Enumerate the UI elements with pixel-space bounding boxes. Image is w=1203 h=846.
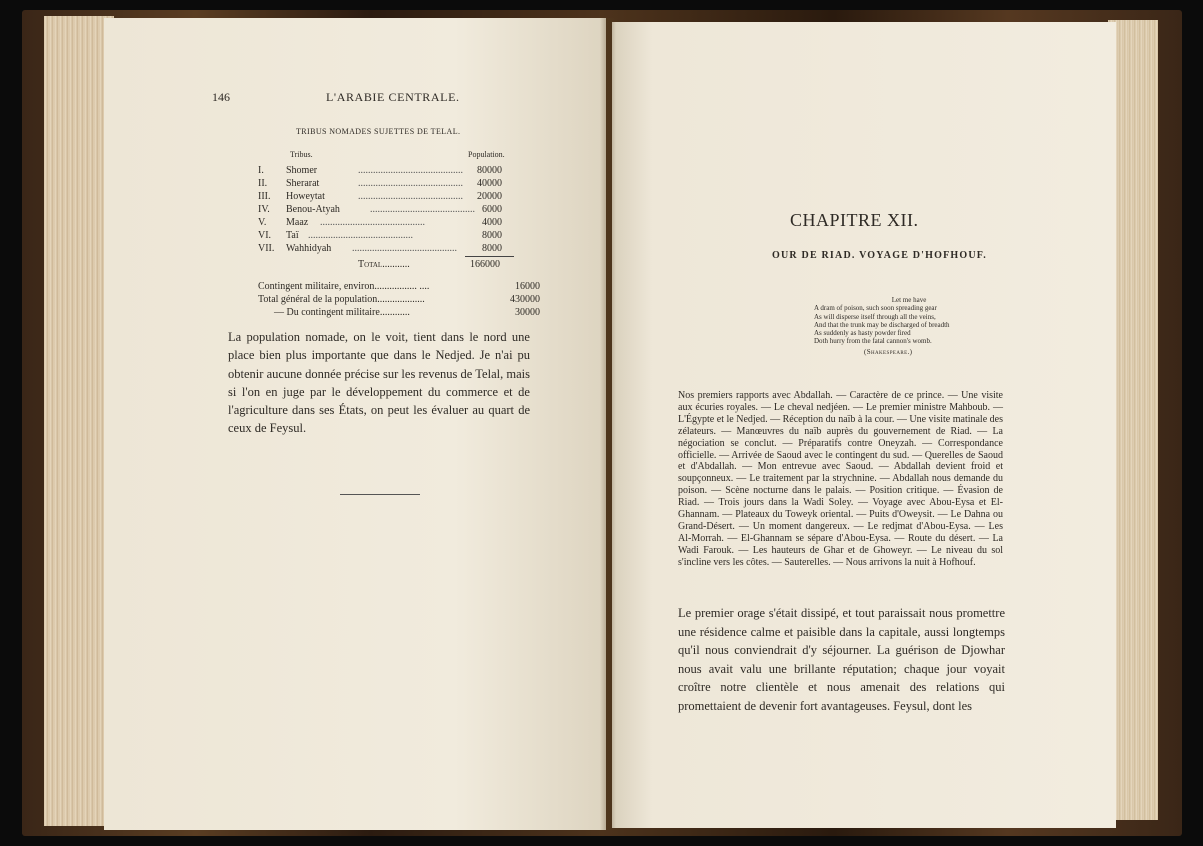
leader-dots: ................. .... bbox=[374, 281, 430, 292]
contingent-value: 430000 bbox=[510, 294, 540, 305]
tribe-name: Taï bbox=[286, 230, 299, 241]
section-rule bbox=[340, 494, 420, 495]
table-row bbox=[258, 178, 502, 191]
page-number: 146 bbox=[212, 90, 230, 104]
running-head: L'ARABIE CENTRALE. bbox=[326, 90, 460, 104]
chapter-summary: Nos premiers rapports avec Abdallah. — Caractère de ce prince. — Une visite aux écuries royales. — Le cheval nedjéen. — Le premier ministre Mahboub. — L'Égypte et le Nedjed. — Réception du naïb à la cour. — Une visite matinale des zélateurs. — Manœuvres du naïb auprès du gouvernement de Riad. — La négociation se conclut. — Préparatifs contre Oneyzah. — Correspondance officielle. — Arrivée de Saoud avec le contingent du sud. — Querelles de Saoud et d'Abdallah. — Mon entrevue avec Saoud. — Abdallah devient froid et soupçonneux. — Le traitement par la strychnine. — Abdallah nous demande du poison. — Scène nocturne dans le palais. — Position critique. — Évasion de Riad. — Trois jours dans la Wadi Soley. — Voyage avec Abou-Eysa et El-Ghannam. — Plateaux du Toweyk oriental. — Puits d'Oweysit. — Le Dahna ou Grand-Désert. — Un moment dangereux. — Le redjmat d'Abou-Eysa. — Les Al-Morrah. — El-Ghannam se sépare d'Abou-Eysa. — Route du désert. — La Wadi Farouk. — Les hauteurs de Ghar et de Ghoweyr. — Le niveau du sol s'incline vers les côtes. — Sauterelles. — Nous arrivons la nuit à Hofhouf. bbox=[678, 390, 1003, 568]
leader-dots: .......................................... bbox=[320, 217, 425, 228]
epigraph-line: A dram of poison, such soon spreading gear bbox=[814, 304, 937, 313]
leader-dots: .......................................... bbox=[358, 165, 463, 176]
total-value: 166000 bbox=[470, 259, 500, 270]
contingent-row bbox=[258, 281, 540, 294]
leader-dots: .......................................... bbox=[358, 191, 463, 202]
tribe-name: Sherarat bbox=[286, 178, 320, 189]
epigraph-line: Doth hurry from the fatal cannon's womb. bbox=[814, 337, 932, 346]
epigraph-attribution: (Shakespeare.) bbox=[864, 348, 913, 356]
leader-dots: ........... bbox=[382, 259, 410, 270]
leader-dots: ............ bbox=[379, 307, 410, 318]
tribe-population: 8000 bbox=[482, 230, 502, 241]
column-header-tribus: Tribus. bbox=[290, 150, 313, 159]
sum-rule bbox=[465, 256, 514, 257]
epigraph-line: Let me have bbox=[891, 296, 927, 304]
table-row bbox=[258, 243, 502, 256]
total-label: Total bbox=[358, 259, 383, 270]
table-row bbox=[258, 165, 502, 178]
tribe-population: 40000 bbox=[477, 178, 502, 189]
tribe-number: I. bbox=[258, 165, 264, 176]
tribe-name: Howeytat bbox=[286, 191, 325, 202]
table-title: TRIBUS NOMADES SUJETTES DE TELAL. bbox=[296, 127, 461, 136]
tribe-population: 80000 bbox=[477, 165, 502, 176]
epigraph-line: As suddenly as hasty powder fired bbox=[814, 329, 911, 338]
tribe-name: Maaz bbox=[286, 217, 309, 228]
chapter-subtitle: OUR DE RIAD. VOYAGE D'HOFHOUF. bbox=[772, 250, 987, 261]
epigraph bbox=[814, 296, 1004, 346]
tribe-population: 8000 bbox=[482, 243, 502, 254]
column-header-population: Population. bbox=[468, 150, 505, 159]
tribe-name: Benou-Atyah bbox=[286, 204, 340, 215]
tribe-population: 6000 bbox=[482, 204, 502, 215]
epigraph-line: And that the trunk may be discharged of breadth bbox=[814, 320, 950, 329]
table-row bbox=[258, 217, 502, 230]
body-paragraph: Le premier orage s'était dissipé, et tout paraissait nous promettre une résidence calme et paisible dans la capitale, aussi longtemps qu'il nous conviendrait d'y séjourner. La guérison de Djowhar nous avait valu une brillante réputation; chaque jour voyait croître notre clientèle et nous amenait des relations qui promettaient de devenir fort avantageuses. Feysul, dont les bbox=[678, 606, 1005, 713]
tribe-name: Shomer bbox=[286, 165, 318, 176]
contingent-row bbox=[258, 307, 540, 320]
leader-dots: ................... bbox=[377, 294, 425, 305]
tribe-number: VII. bbox=[258, 243, 275, 254]
contingent-label: Contingent militaire, environ bbox=[258, 281, 375, 292]
body-paragraph: La population nomade, on le voit, tient dans le nord une place bien plus importante que dans le Nedjed. Je n'ai pu obtenir aucune donnée précise sur les revenus de Telal, mais si l'on en juge par le développement du commerce et de l'agriculture dans ses États, on peut les évaluer au quart de ceux de Feysul. bbox=[228, 330, 530, 436]
contingent-label: — Du contingent militaire bbox=[274, 307, 380, 318]
tribe-population: 4000 bbox=[482, 217, 502, 228]
tribe-population: 20000 bbox=[477, 191, 502, 202]
contingent-value: 16000 bbox=[515, 281, 540, 292]
chapter-title: CHAPITRE XII. bbox=[790, 210, 919, 230]
leader-dots: .......................................... bbox=[308, 230, 413, 241]
tribe-name: Wahhidyah bbox=[286, 243, 332, 254]
tribe-number: II. bbox=[258, 178, 268, 189]
tribe-number: IV. bbox=[258, 204, 270, 215]
tribe-number: III. bbox=[258, 191, 271, 202]
table-row bbox=[258, 191, 502, 204]
leader-dots: .......................................... bbox=[370, 204, 475, 215]
tribe-number: V. bbox=[258, 217, 267, 228]
table-row bbox=[258, 204, 502, 217]
contingent-row bbox=[258, 294, 540, 307]
contingent-label: Total général de la population bbox=[258, 294, 378, 305]
leader-dots: .......................................... bbox=[358, 178, 463, 189]
epigraph-line: As will disperse itself through all the veins, bbox=[814, 312, 936, 321]
leader-dots: .......................................... bbox=[352, 243, 457, 254]
book-gutter bbox=[600, 18, 616, 830]
tribe-number: VI. bbox=[258, 230, 272, 241]
contingent-value: 30000 bbox=[515, 307, 540, 318]
